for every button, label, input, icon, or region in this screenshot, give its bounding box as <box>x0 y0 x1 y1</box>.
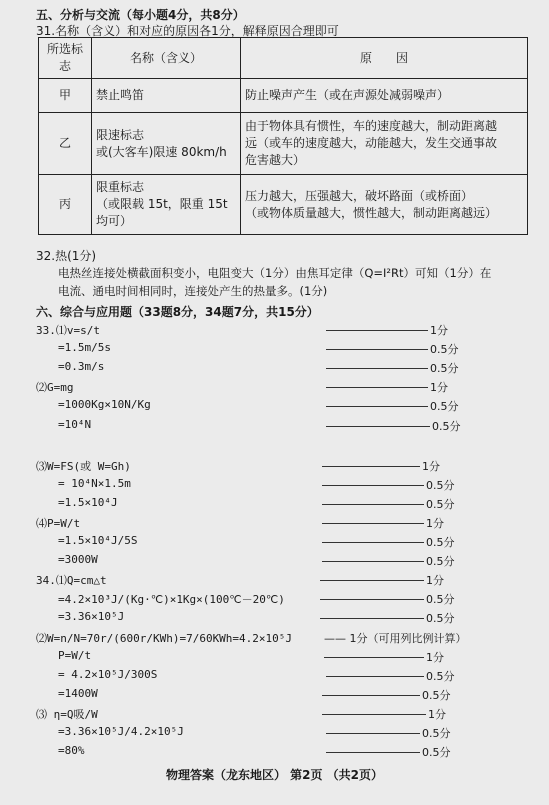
row-reason-line: 危害越大） <box>245 153 306 167</box>
score-label: 0.5分 <box>426 593 455 606</box>
calc-line: 34.⑴Q=cm△t <box>36 574 107 587</box>
table-row <box>39 79 528 113</box>
score-label: 1分 <box>422 460 440 473</box>
score-leader-line <box>322 466 420 467</box>
score-label: 1分 <box>426 574 444 587</box>
score-label: 0.5分 <box>426 479 455 492</box>
row-reason-line: 由于物体具有惯性，车的速度越大，制动距离越 <box>245 119 498 133</box>
score-label: 1分 <box>426 651 444 664</box>
score-leader-line <box>326 349 428 350</box>
score-leader-line <box>320 618 424 619</box>
score-label: 1分 <box>430 381 448 394</box>
score-leader-line <box>326 426 430 427</box>
section5-title: 五、分析与交流（每小题4分，共8分） <box>36 8 245 22</box>
row-reason-line: 远（或车的速度越大，动能越大，发生交通事故 <box>245 136 498 150</box>
calc-line: ⑵G=mg <box>36 381 74 394</box>
calc-line: =1000Kg×10N/Kg <box>58 398 151 411</box>
score-leader-line <box>324 657 424 658</box>
calc-line: = 10⁴N×1.5m <box>58 477 131 490</box>
calc-line: =3000W <box>58 553 98 566</box>
table-header-reason: 原 因 <box>241 38 528 79</box>
calc-line: = 4.2×10⁵J/300S <box>58 668 158 681</box>
score-label: 0.5分 <box>430 343 459 356</box>
calc-line: =4.2×10³J/(Kg·℃)×1Kg×(100℃－20℃) <box>58 593 285 606</box>
row-name-line: 限重标志 <box>96 180 145 194</box>
score-leader-line <box>326 733 420 734</box>
score-label: —— 1分（可用列比例计算） <box>324 632 467 645</box>
score-label: 0.5分 <box>422 689 451 702</box>
calc-line: =1400W <box>58 687 98 700</box>
score-leader-line <box>326 752 420 753</box>
score-label: 1分 <box>430 324 448 337</box>
q31-instruction: 31.名称（含义）和对应的原因各1分，解释原因合理即可 <box>36 24 339 38</box>
score-leader-line <box>322 485 424 486</box>
score-leader-line <box>322 504 424 505</box>
score-label: 0.5分 <box>426 555 455 568</box>
score-label: 1分 <box>426 517 444 530</box>
calc-line: ⑶W=FS(或 W=Gh) <box>36 460 131 473</box>
q32-line2: 电流、通电时间相同时，连接处产生的热量多。(1分) <box>58 284 328 298</box>
score-leader-line <box>320 580 424 581</box>
score-label: 0.5分 <box>430 362 459 375</box>
score-leader-line <box>322 695 420 696</box>
score-label: 0.5分 <box>426 498 455 511</box>
row-reason-line: 压力越大，压强越大，破坏路面（或桥面） <box>245 188 474 203</box>
table-row <box>39 175 528 235</box>
score-leader-line <box>326 330 428 331</box>
row-name-line: 或(大客车)限速 80km/h <box>96 144 227 159</box>
row-reason-line: （或物体质量越大，惯性越大，制动距离越远） <box>245 205 498 220</box>
score-label: 0.5分 <box>432 420 461 433</box>
calc-line: =3.36×10⁵J/4.2×10⁵J <box>58 725 184 738</box>
score-label: 0.5分 <box>426 670 455 683</box>
row-mark: 甲 <box>39 79 92 113</box>
row-name-line: （或限载 15t，限重 15t <box>96 197 228 211</box>
section6-title: 六、综合与应用题（33题8分，34题7分，共15分） <box>36 305 319 319</box>
score-leader-line <box>322 561 424 562</box>
score-leader-line <box>322 714 426 715</box>
calc-line: P=W/t <box>58 649 92 662</box>
q32-title: 32.热(1分) <box>36 249 97 263</box>
score-label: 0.5分 <box>422 727 451 740</box>
score-leader-line <box>326 387 428 388</box>
score-label: 0.5分 <box>422 746 451 759</box>
score-label: 0.5分 <box>426 536 455 549</box>
calc-line: =3.36×10⁵J <box>58 610 125 623</box>
score-label: 1分 <box>428 708 446 721</box>
score-leader-line <box>326 406 428 407</box>
row-name-line: 禁止鸣笛 <box>96 88 145 102</box>
score-leader-line <box>322 523 424 524</box>
score-leader-line <box>326 676 424 677</box>
score-leader-line <box>320 599 424 600</box>
calc-line: ⑶ η=Q吸/W <box>36 708 98 721</box>
score-label: 0.5分 <box>426 612 455 625</box>
calc-line: ⑷P=W/t <box>36 517 81 530</box>
calc-line: =1.5×10⁴J/5S <box>58 534 138 547</box>
row-name-line: 限速标志 <box>96 127 145 142</box>
row-mark: 乙 <box>39 113 92 175</box>
row-reason-line: 防止噪声产生（或在声源处减弱噪声） <box>245 88 450 102</box>
table-header-name: 名称（含义） <box>92 38 241 79</box>
table-row <box>39 113 528 175</box>
answer-table <box>38 37 528 235</box>
calc-line: 33.⑴v=s/t <box>36 324 100 337</box>
score-leader-line <box>322 542 424 543</box>
score-leader-line <box>326 368 428 369</box>
calc-line: =80% <box>58 744 85 757</box>
page-footer: 物理答案（龙东地区） 第2页 （共2页） <box>165 768 384 782</box>
calc-line: =10⁴N <box>58 418 92 431</box>
score-label: 0.5分 <box>430 400 459 413</box>
q32-line1: 电热丝连接处横截面积变小，电阻变大（1分）由焦耳定律（Q=I²Rt）可知（1分）在 <box>58 266 492 280</box>
calc-line: =1.5×10⁴J <box>58 496 118 509</box>
calc-line: =0.3m/s <box>58 360 105 373</box>
row-mark: 丙 <box>39 175 92 235</box>
row-name-line: 均可） <box>96 214 133 228</box>
calc-line: =1.5m/5s <box>58 341 111 354</box>
table-header-mark: 所选标志 <box>39 38 92 79</box>
calc-line: ⑵W=n/N=70r/(600r/KWh)=7/60KWh=4.2×10⁵J <box>36 632 293 645</box>
